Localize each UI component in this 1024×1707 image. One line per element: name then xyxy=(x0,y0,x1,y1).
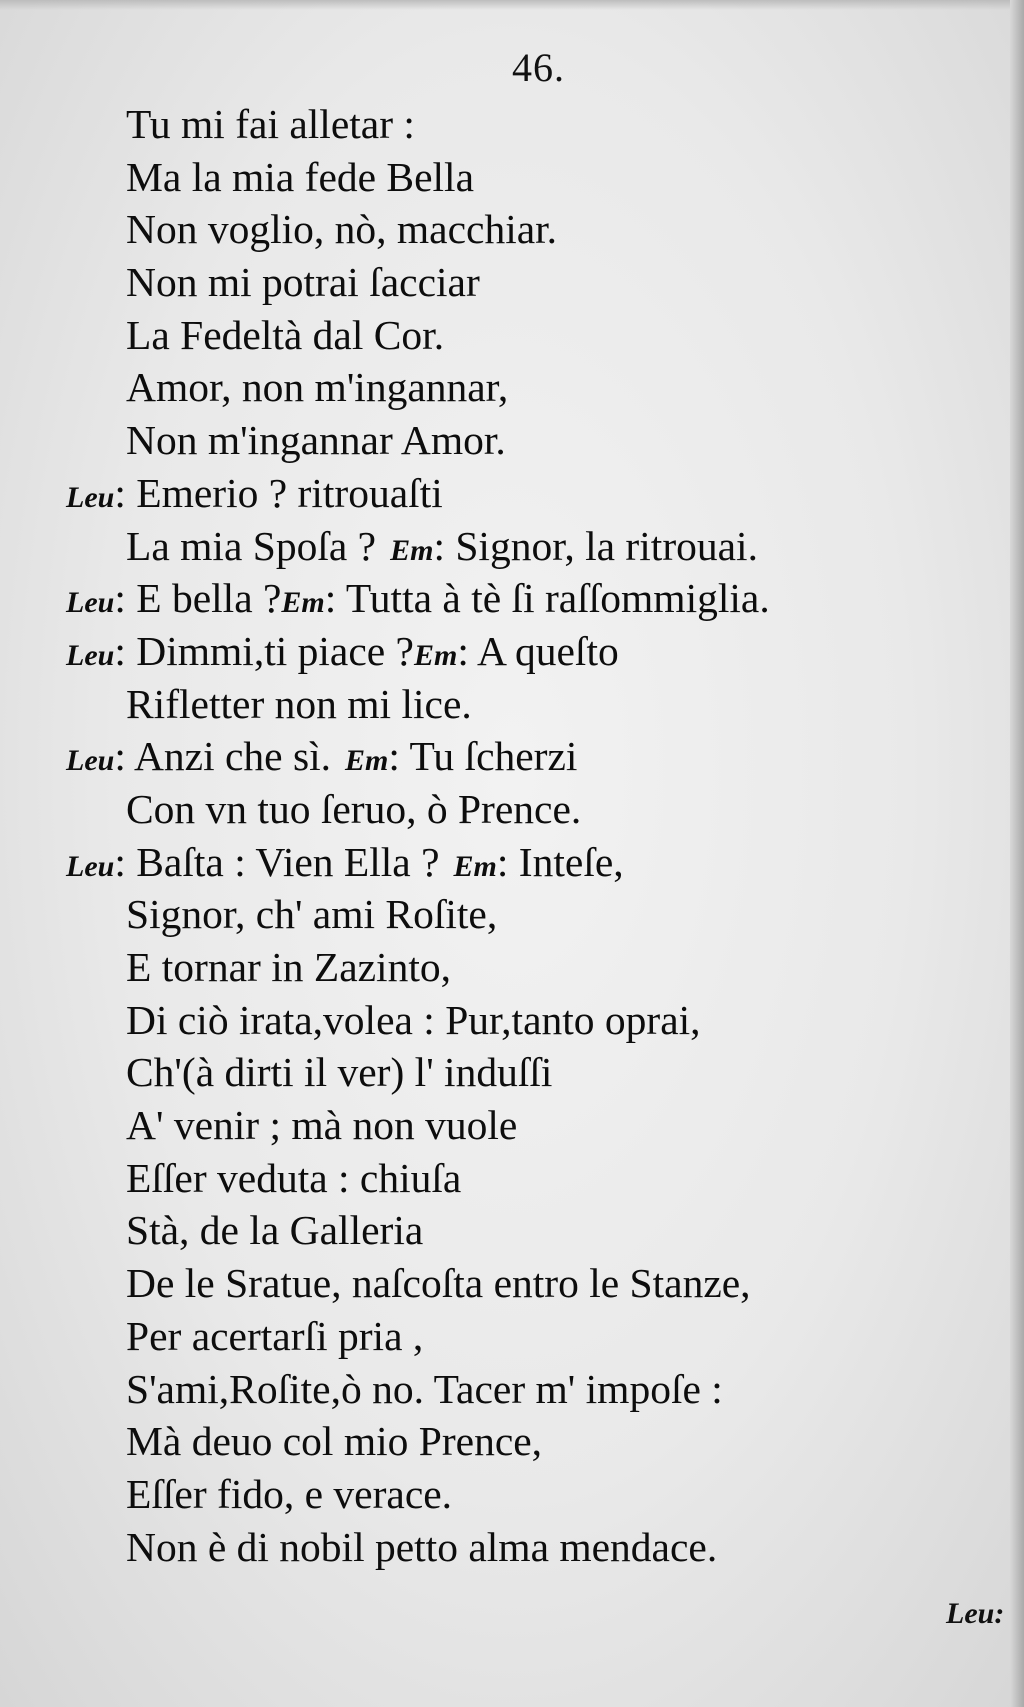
verse-line xyxy=(66,151,966,204)
catchword: Leu: xyxy=(946,1597,1005,1630)
page-number: 46. xyxy=(512,45,565,90)
line-text: E tornar in Zazinto, xyxy=(126,944,451,990)
dialogue-line xyxy=(66,572,966,625)
dialogue-line xyxy=(66,625,966,678)
line-text: : E bella ? xyxy=(114,575,282,622)
dialogue-line xyxy=(66,730,966,783)
verse-line xyxy=(66,98,966,151)
verse-line xyxy=(66,783,966,836)
verse-line xyxy=(66,1152,966,1205)
line-text: : A queſto xyxy=(457,627,619,674)
line-text: Tu mi fai alletar : xyxy=(126,101,415,147)
line-text: Rifletter non mi lice. xyxy=(126,680,472,727)
speaker-label: Em xyxy=(453,849,497,883)
line-text: : Baſta : Vien Ella ? xyxy=(114,838,440,885)
verse-line xyxy=(66,1046,966,1099)
speaker-label: Em xyxy=(413,638,458,672)
verse-line xyxy=(66,678,966,731)
verse-line xyxy=(66,1099,966,1152)
line-text: Non mi potrai ſacciar xyxy=(126,259,480,306)
line-text: : Inteſe, xyxy=(496,838,624,885)
line-text: Amor, non m'ingannar, xyxy=(126,364,509,411)
speaker-label: Leu xyxy=(66,849,115,883)
verse-line xyxy=(66,414,966,467)
line-text: Non voglio, nò, macchiar. xyxy=(126,206,558,253)
speaker-label: Em xyxy=(281,586,325,620)
line-text: Con vn tuo ſeruo, ò Prence. xyxy=(126,785,582,832)
line-text: : Tutta à tè ſi raſſommiglia. xyxy=(324,575,770,622)
line-text: S'ami,Roſite,ò no. Tacer m' impoſe : xyxy=(126,1365,723,1412)
speaker-label: Leu xyxy=(66,638,115,672)
line-text: Non m'ingannar Amor. xyxy=(126,417,506,464)
dialogue-line xyxy=(66,520,966,573)
line-text: Eſſer veduta : chiuſa xyxy=(126,1154,462,1201)
line-text: La mia Spoſa ? xyxy=(126,522,377,569)
line-text: : Emerio ? ritrouaſti xyxy=(114,469,443,516)
verse-line xyxy=(66,994,966,1047)
line-text: Non è di nobil petto alma mendace. xyxy=(126,1523,718,1570)
line-text: : Dimmi,ti piace ? xyxy=(114,627,414,674)
line-text: De le Sratue, naſcoſta entro le Stanze, xyxy=(126,1260,751,1307)
verse-line xyxy=(66,309,966,362)
verse-line xyxy=(66,1363,966,1416)
verse-line xyxy=(66,1257,966,1310)
speaker-label: Leu xyxy=(66,480,115,514)
page-top-shadow xyxy=(0,0,1024,10)
dialogue-line xyxy=(66,836,966,889)
verse-line xyxy=(66,1310,966,1363)
verse-line xyxy=(66,1521,966,1574)
line-text: Per acertarſi pria , xyxy=(126,1312,424,1359)
speaker-label: Em xyxy=(390,533,434,567)
speaker-label: Leu xyxy=(66,744,115,778)
line-text: : Anzi che sì. xyxy=(114,733,332,780)
line-text: : Tu ſcherzi xyxy=(388,733,578,780)
line-text: : Signor, la ritrouai. xyxy=(433,522,758,569)
verse-text xyxy=(66,98,966,1573)
line-text: La Fedeltà dal Cor. xyxy=(126,311,445,358)
line-text: A' venir ; mà non vuole xyxy=(126,1102,518,1149)
dialogue-line xyxy=(66,467,966,520)
line-text: Signor, ch' ami Roſite, xyxy=(126,891,498,938)
verse-line xyxy=(66,1468,966,1521)
page-right-edge xyxy=(1010,0,1024,1707)
line-text: Mà deuo col mio Prence, xyxy=(126,1418,543,1465)
verse-line xyxy=(66,888,966,941)
verse-line xyxy=(66,203,966,256)
line-text: Eſſer fido, e verace. xyxy=(126,1470,453,1517)
verse-line xyxy=(66,361,966,414)
verse-line xyxy=(66,1204,966,1257)
speaker-label: Em xyxy=(345,744,389,778)
verse-line xyxy=(66,941,966,994)
speaker-label: Leu xyxy=(66,586,115,620)
verse-line xyxy=(66,1415,966,1468)
line-text: Ch'(à dirti il ver) l' induſſi xyxy=(126,1049,553,1096)
verse-line xyxy=(66,256,966,309)
line-text: Stà, de la Galleria xyxy=(126,1207,424,1254)
line-text: Di ciò irata,volea : Pur,tanto oprai, xyxy=(126,996,701,1043)
line-text: Ma la mia fede Bella xyxy=(126,153,474,200)
